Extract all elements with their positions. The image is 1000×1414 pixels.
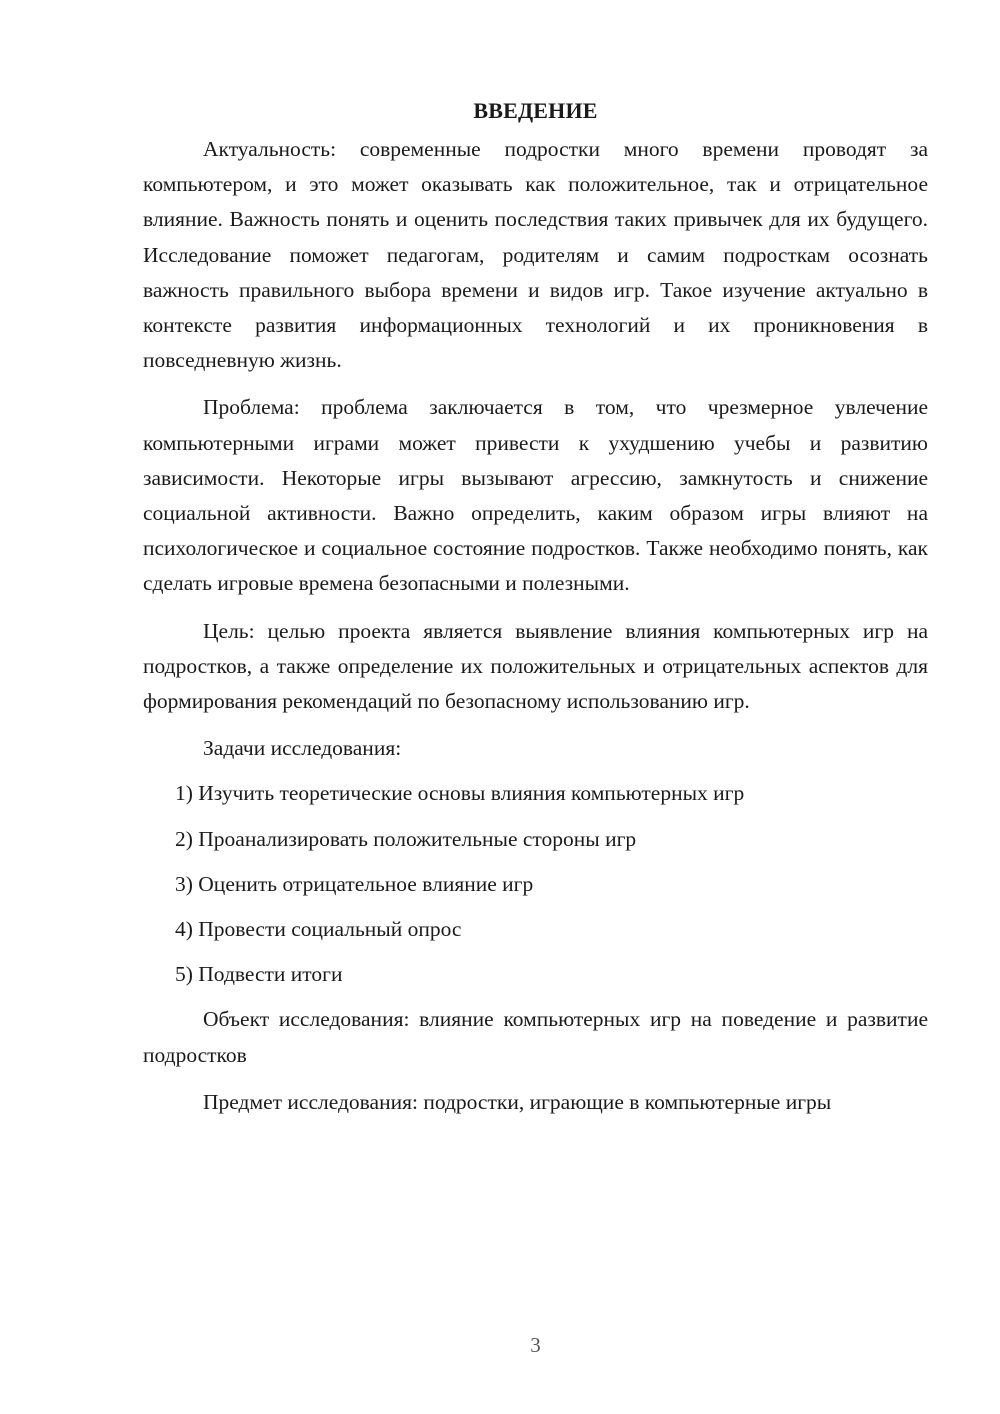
section-heading: ВВЕДЕНИЕ [473,98,598,123]
goal-paragraph: Цель: целью проекта является выявление влияния компьютерных игр на подростков, а также определение их положительных и отрицательных аспектов для формирования рекомендаций по безопасному использованию игр. [143,618,928,714]
task-item: 2) Проанализировать положительные стороны игр [175,826,637,851]
tasks-title: Задачи исследования: [203,736,402,761]
task-item: 4) Провести социальный опрос [175,917,462,942]
object-paragraph: Объект исследования: влияние компьютерных игр на поведение и развитие подростков [143,1007,928,1067]
page-content [143,96,928,1120]
problem-paragraph: Проблема: проблема заключается в том, что чрезмерное увлечение компьютерными играми может привести к ухудшению учебы и развитию зависимости. Некоторые игры вызывают агрессию, замкнутость и снижение социальной активности. Важно определить, каким образом игры влияют на психологическое и социальное состояние подростков. Также необходимо понять, как сделать игровые времена безопасными и полезными. [143,395,928,596]
subject-paragraph: Предмет исследования: подростки, играющие в компьютерные игры [203,1089,832,1114]
task-list [143,776,928,992]
relevance-paragraph: Актуальность: современные подростки много времени проводят за компьютером, и это может оказывать как положительное, так и отрицательное влияние. Важность понять и оценить последствия таких привычек для их будущего. Исследование поможет педагогам, родителям и самим подросткам осознать важность правильного выбора времени и видов игр. Такое изучение актуально в контексте развития информационных технологий и их проникновения в повседневную жизнь. [143,137,928,373]
task-item: 5) Подвести итоги [175,962,343,987]
task-item: 1) Изучить теоретические основы влияния компьютерных игр [175,781,745,806]
page-number: 3 [530,1333,541,1357]
task-item: 3) Оценить отрицательное влияние игр [175,871,534,896]
